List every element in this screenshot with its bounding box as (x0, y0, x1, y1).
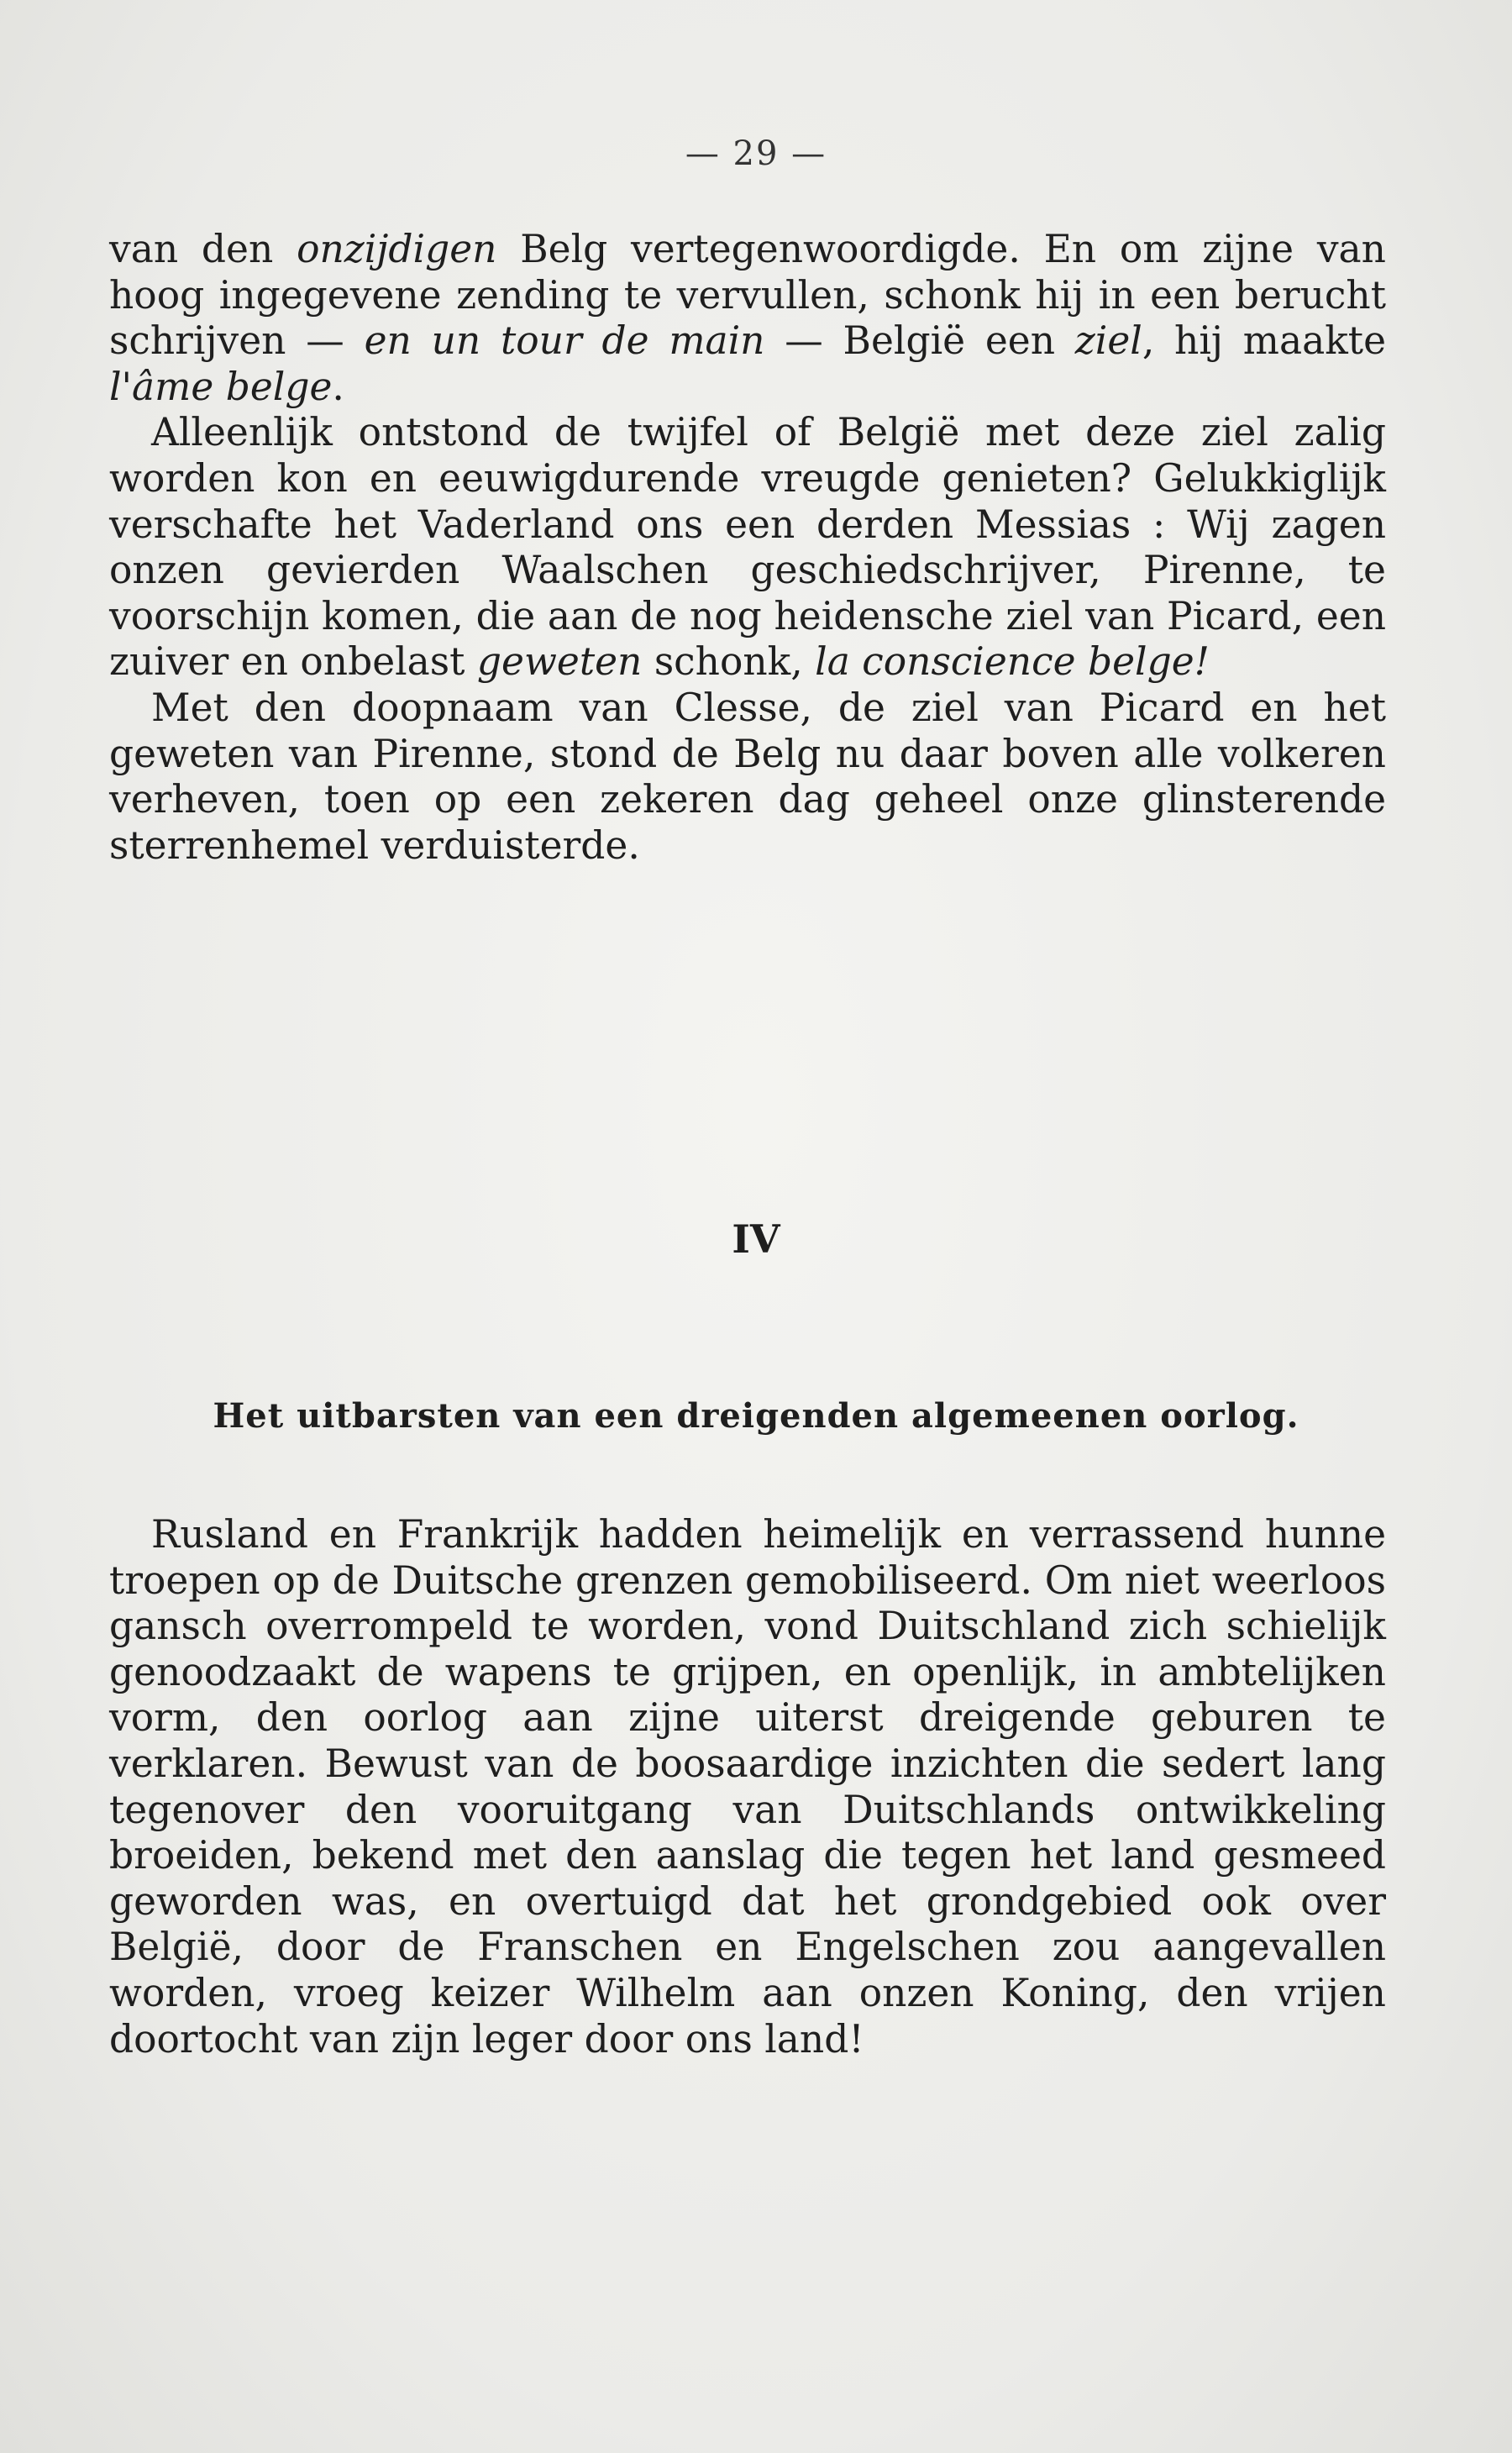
text-run: Alleenlijk ontstond de twijfel of België met deze ziel zalig worden kon en eeuwigdurende vreugde genieten? Gelukkiglijk verschafte het Vaderland ons een derden Messias : Wij zagen onzen gevierden Waalschen geschiedschrijver, Pirenne, te voorschijn komen, die aan de nog heidensche ziel van Picard, een zuiver en onbelast (109, 410, 1386, 685)
text-run: van den (109, 227, 297, 271)
italic-run: geweten (476, 639, 643, 685)
text-run: . (332, 364, 344, 409)
paragraph (109, 410, 1386, 685)
text-run: , hij maakte (1142, 318, 1386, 364)
text-run: Met den doopnaam van Clesse, de ziel van Picard en het geweten van Pirenne, stond de Belg nu daar boven alle volkeren verheven, toen op een zekeren dag geheel onze glinsterende sterrenhemel verduisterde. (109, 685, 1386, 868)
paragraph (109, 685, 1386, 869)
text-run: Rusland en Frankrijk hadden heimelijk en verrassend hunne troepen op de Duitsche grenzen gemobiliseerd. Om niet weerloos gansch overrompeld te worden, vond Duitschland zich schielijk genoodzaakt de wapens te grijpen, en openlijk, in ambtelijken vorm, den oorlog aan zijne uiterst dreigende geburen te verklaren. Bewust van de boosaardige inzichten die sedert lang tegenover den vooruitgang van Duitschlands ontwikkeling broeiden, bekend met den aanslag die tegen het land gesmeed geworden was, en overtuigd dat het grondgebied ook over België, door de Franschen en Engelschen zou aangevallen worden, vroeg keizer Wilhelm aan onzen Koning, den vrijen doortocht van zijn leger door ons land! (109, 1512, 1386, 2062)
paragraph (109, 227, 1386, 410)
paragraph (109, 1512, 1386, 2062)
section-numeral: IV (732, 1216, 780, 1262)
italic-run: onzijdigen (297, 227, 497, 271)
text-run: schonk, (642, 639, 816, 685)
italic-run: en un tour de main (364, 318, 765, 364)
italic-run: ziel (1074, 318, 1142, 364)
text-block-after (109, 1512, 1386, 2062)
page-number: — 29 — (685, 134, 827, 173)
section-title: Het uitbarsten van een dreigenden algemeenen oorlog. (213, 1396, 1299, 1436)
text-block-before (109, 227, 1386, 869)
text-run: — België een (764, 318, 1075, 364)
italic-run: l'âme belge (109, 364, 333, 409)
italic-run: la conscience belge! (815, 639, 1210, 685)
text-run: Belg vertegenwoordigde. En om zijne van hoog ingegevene zending te vervullen, schonk hij in een berucht schrijven — (109, 227, 1386, 364)
